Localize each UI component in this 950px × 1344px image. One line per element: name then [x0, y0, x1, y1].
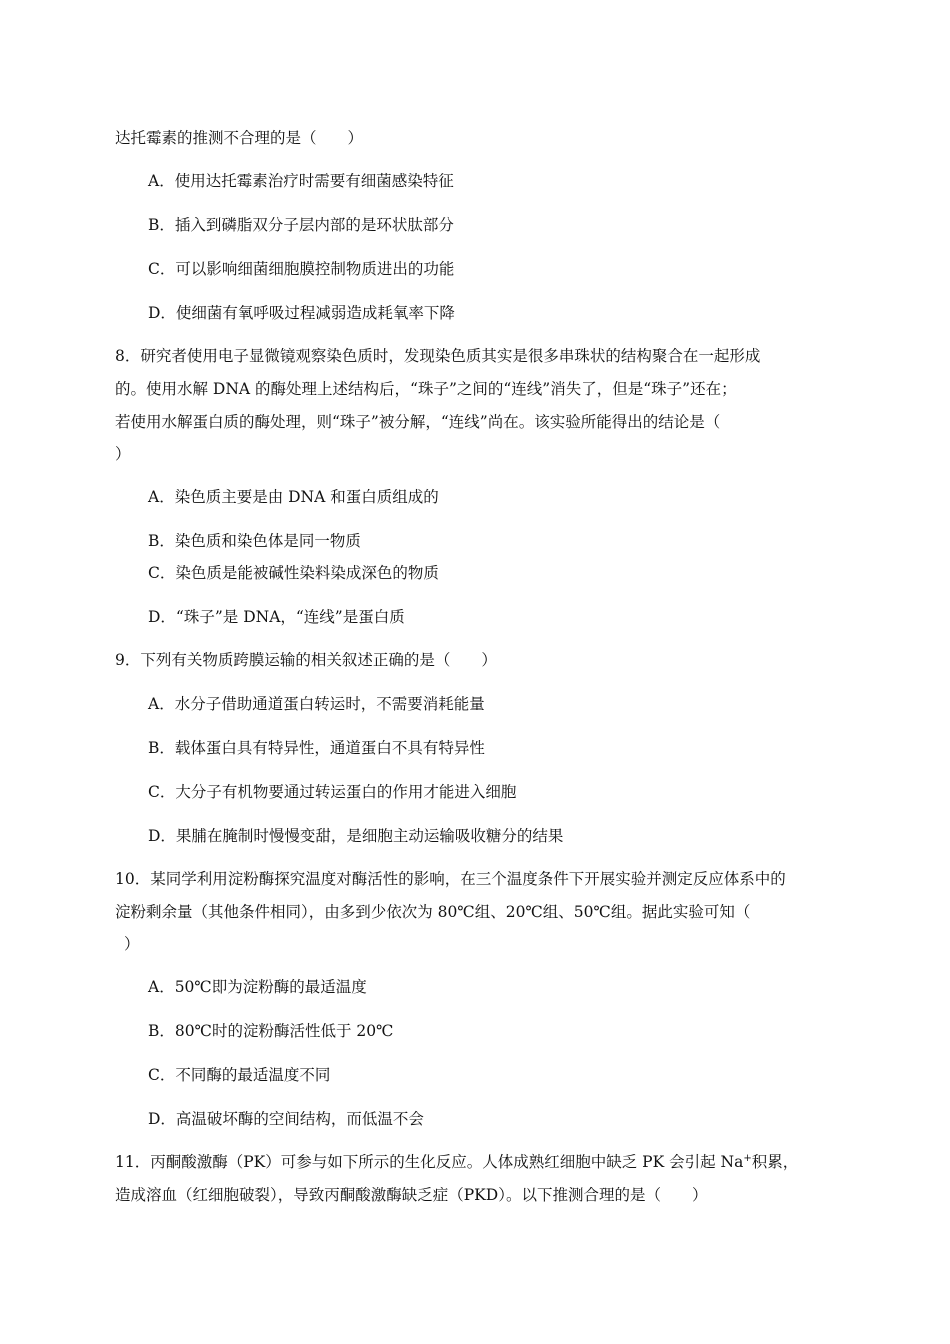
q9-option-a: A．水分子借助通道蛋白转运时，不需要消耗能量: [148, 695, 485, 713]
q8-stem-line-3: 若使用水解蛋白质的酶处理，则“珠子”被分解，“连线”尚在。该实验所能得出的结论是（: [115, 413, 721, 431]
q11-stem-line-2: 造成溶血（红细胞破裂），导致丙酮酸激酶缺乏症（PKD）。以下推测合理的是（ ）: [115, 1186, 708, 1204]
q8-option-b: B．染色质和染色体是同一物质: [148, 532, 361, 550]
q10-stem-line-1: 10．某同学利用淀粉酶探究温度对酶活性的影响，在三个温度条件下开展实验并测定反应体系中的: [115, 870, 786, 888]
q9-option-b: B．载体蛋白具有特异性，通道蛋白不具有特异性: [148, 739, 485, 757]
sodium-ion-charge: +: [743, 1153, 752, 1164]
q8-option-d: D．“珠子”是 DNA，“连线”是蛋白质: [148, 608, 405, 626]
q10-option-c: C．不同酶的最适温度不同: [148, 1066, 331, 1084]
q8-stem-line-2: 的。使用水解 DNA 的酶处理上述结构后，“珠子”之间的“连线”消失了，但是“珠子”还在；: [115, 380, 737, 398]
q11-stem-line-1-end: 积累，: [751, 1153, 799, 1171]
q8-option-a: A．染色质主要是由 DNA 和蛋白质组成的: [148, 488, 439, 506]
q8-option-c: C．染色质是能被碱性染料染成深色的物质: [148, 564, 439, 582]
q7-option-c: C．可以影响细菌细胞膜控制物质进出的功能: [148, 260, 455, 278]
q10-stem-line-2: 淀粉剩余量（其他条件相同），由多到少依次为 80℃组、20℃组、50℃组。据此实验可知（: [115, 903, 751, 921]
q7-stem-tail: 达托霉素的推测不合理的是（ ）: [115, 129, 364, 147]
q7-option-a: A．使用达托霉素治疗时需要有细菌感染特征: [148, 172, 454, 190]
q11-stem-line-1-text: 11．丙酮酸激酶（PK）可参与如下所示的生化反应。人体成熟红细胞中缺乏 PK 会引起 Na: [115, 1153, 744, 1171]
q9-option-c: C．大分子有机物要通过转运蛋白的作用才能进入细胞: [148, 783, 517, 801]
q10-option-a: A．50℃即为淀粉酶的最适温度: [148, 978, 367, 996]
q10-option-b: B．80℃时的淀粉酶活性低于 20℃: [148, 1022, 394, 1040]
q7-option-b: B．插入到磷脂双分子层内部的是环状肽部分: [148, 216, 454, 234]
q10-option-d: D．高温破坏酶的空间结构，而低温不会: [148, 1110, 424, 1128]
q11-stem-line-1: [115, 1152, 798, 1172]
q9-option-d: D．果脯在腌制时慢慢变甜，是细胞主动运输吸收糖分的结果: [148, 827, 564, 845]
q7-option-d: D．使细菌有氧呼吸过程减弱造成耗氧率下降: [148, 304, 455, 322]
q9-stem: 9．下列有关物质跨膜运输的相关叙述正确的是（ ）: [115, 651, 497, 669]
q10-stem-line-3: ）: [124, 935, 140, 953]
q8-stem-line-4: ）: [115, 445, 131, 463]
q8-stem-line-1: 8．研究者使用电子显微镜观察染色质时，发现染色质其实是很多串珠状的结构聚合在一起形成: [115, 347, 761, 365]
